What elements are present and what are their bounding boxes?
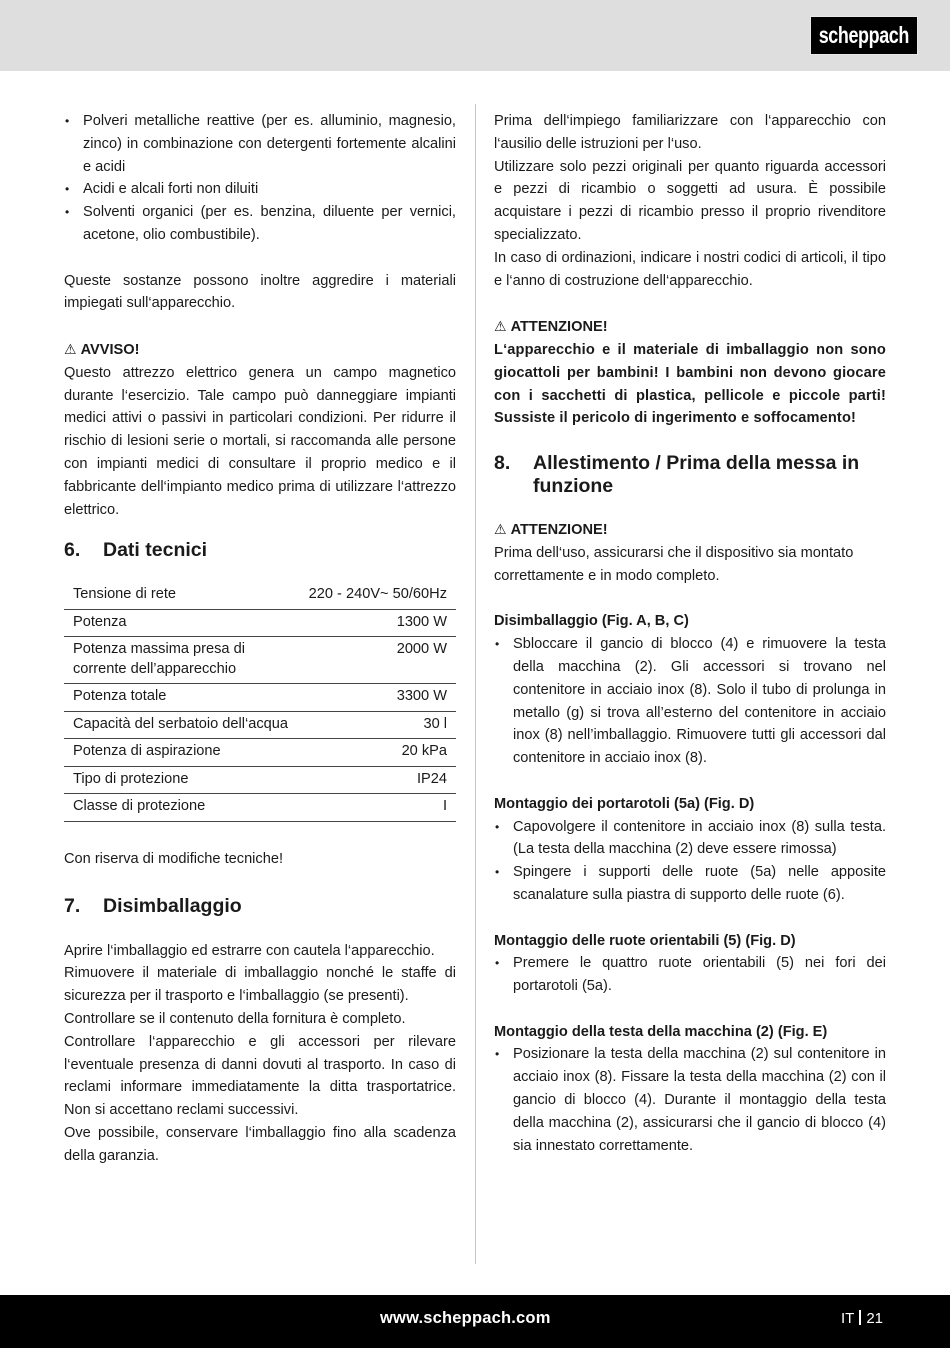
warning-text: Questo attrezzo elettrico genera un campo magnetico durante l‘esercizio. Tale campo può danneggiare impianti medici attivi o passivi in particolari condizioni. Per ridurre il rischio di lesioni serie o mortali, si raccomanda alle persone con impianti medici di consultare il proprio medico e il fabbricante dell‘impianto medico prima di utilizzare l‘attrezzo elettrico. (64, 364, 456, 518)
paragraph: Ove possibile, conservare l‘imballaggio fino alla scadenza della garanzia. (64, 1125, 456, 1164)
subsection-heading: Disimballaggio (Fig. A, B, C) (494, 613, 689, 630)
language-code: IT (841, 1310, 855, 1327)
page-footer (0, 1295, 950, 1348)
list-item: • Solventi organici (per es. benzina, diluente per vernici, acetone, olio combustibile). (64, 201, 456, 247)
list-item: • Polveri metalliche reattive (per es. alluminio, magnesio, zinco) in combinazione con detergenti fortemente alcalini e acidi (64, 110, 456, 178)
warning-triangle-icon: ⚠ (494, 521, 507, 538)
warning-triangle-icon: ⚠ (494, 318, 507, 335)
paragraph: Utilizzare solo pezzi originali per quanto riguarda accessori e pezzi di ricambio o soggetti ad usura. È possibile acquistare i pezzi di ricambio presso il proprio rivenditore specializzato. (494, 158, 886, 243)
caution-text: Prima dell‘uso, assicurarsi che il dispositivo sia montato correttamente e in modo completo. (494, 544, 854, 584)
subsection-heading: Montaggio dei portarotoli (5a) (Fig. D) (494, 795, 755, 812)
table-row: Potenza 1300 W (64, 609, 456, 637)
caution-heading: ⚠ ATTENZIONE! (494, 521, 608, 539)
page-indicator (841, 1310, 883, 1327)
caution-heading: ⚠ ATTENZIONE! (494, 318, 608, 336)
caution-text: L‘apparecchio e il materiale di imballaggio non sono giocattoli per bambini! I bambini non devono giocare con i sacchetti di plastica, pellicole e piccole parti! Sussiste il pericolo di ingerimento e soffocamento! (494, 341, 886, 427)
logo-text: scheppach (818, 22, 910, 48)
paragraph: Rimuovere il materiale di imballaggio nonché le staffe di sicurezza per il trasporto e l‘imballaggio (se presenti). (64, 965, 456, 1005)
hazardous-substances-list (64, 110, 456, 247)
subsection-heading: Montaggio della testa della macchina (2) (Fig. E) (494, 1023, 828, 1040)
table-row: Potenza massima presa di corrente dell’apparecchio 2000 W (64, 637, 456, 684)
list-item: • Spingere i supporti delle ruote (5a) nelle apposite scanalature sulla piastra di supporto delle ruote (6). (494, 861, 886, 907)
paragraph: Controllare l‘apparecchio e gli accessori per rilevare l‘eventuale presenza di danni dovuti al trasporto. In caso di reclami informare immediatamente la ditta trasportatrice. Non si accettano reclami successivi. (64, 1033, 456, 1119)
list-item: • Posizionare la testa della macchina (2) sul contenitore in acciaio inox (8). Fissare la testa della macchina (2) con il gancio di blocco (4). Durante il montaggio della testa della macchina (2), assicurarsi che il gancio di blocco (4) sia innestato correttamente. (494, 1043, 886, 1157)
bullet-list (494, 952, 886, 998)
list-item: • Premere le quattro ruote orientabili (5) nei fori dei portarotoli (5a). (494, 952, 886, 998)
paragraph: Aprire l‘imballaggio ed estrarre con cautela l‘apparecchio. (64, 942, 435, 959)
left-column (64, 110, 456, 1168)
section-6-heading: 6. Dati tecnici (64, 539, 208, 562)
paragraph: In caso di ordinazioni, indicare i nostri codici di articoli, il tipo e l‘anno di costruzione dell‘apparecchio. (494, 249, 886, 289)
bullet-list (494, 816, 886, 907)
subsection-heading: Montaggio delle ruote orientabili (5) (Fig. D) (494, 932, 796, 949)
table-row: Tensione di rete 220 - 240V~ 50/60Hz (64, 582, 456, 609)
bullet-list (494, 1043, 886, 1157)
separator (859, 1310, 861, 1325)
technical-data-table (64, 582, 456, 822)
table-row: Capacità del serbatoio dell‘acqua 30 l (64, 711, 456, 739)
warning-heading: ⚠ AVVISO! (64, 340, 140, 358)
paragraph: Prima dell‘impiego familiarizzare con l‘apparecchio con l‘ausilio delle istruzioni per l‘uso. (494, 113, 886, 152)
table-row: Tipo di protezione IP24 (64, 766, 456, 794)
table-row: Potenza totale 3300 W (64, 684, 456, 712)
table-row: Classe di protezione I (64, 794, 456, 822)
page-header (0, 0, 950, 71)
section-7-heading: 7. Disimballaggio (64, 894, 242, 917)
warning-triangle-icon: ⚠ (64, 340, 77, 357)
substances-note: Queste sostanze possono inoltre aggredire i materiali impiegati sull‘apparecchio. (64, 272, 456, 312)
scheppach-logo (810, 16, 918, 55)
technical-changes-note: Con riserva di modifiche tecniche! (64, 850, 284, 867)
section-8-heading: 8. Allestimento / Prima della messa in funzione (494, 452, 860, 498)
right-column (494, 110, 886, 1157)
page-number: 21 (866, 1310, 884, 1327)
list-item: • Acidi e alcali forti non diluiti (64, 178, 456, 201)
table-row: Potenza di aspirazione 20 kPa (64, 739, 456, 767)
list-item: • Sbloccare il gancio di blocco (4) e rimuovere la testa della macchina (2). Gli accessori si trovano nel contenitore in acciaio inox (8). Solo il tubo di prolunga in metallo (g) si trova all’esterno del contenitore in acciaio inox (8) nell’imballaggio. Rimuovere tutti gli accessori dal contenitore in acciaio inox (8). (494, 633, 886, 770)
paragraph: Controllare se il contenuto della fornitura è completo. (64, 1011, 406, 1028)
list-item: • Capovolgere il contenitore in acciaio inox (8) sulla testa. (La testa della macchina (2) deve essere rimossa) (494, 816, 886, 862)
column-divider (475, 104, 476, 1264)
bullet-list (494, 633, 886, 770)
website-link[interactable]: www.scheppach.com (380, 1309, 551, 1327)
